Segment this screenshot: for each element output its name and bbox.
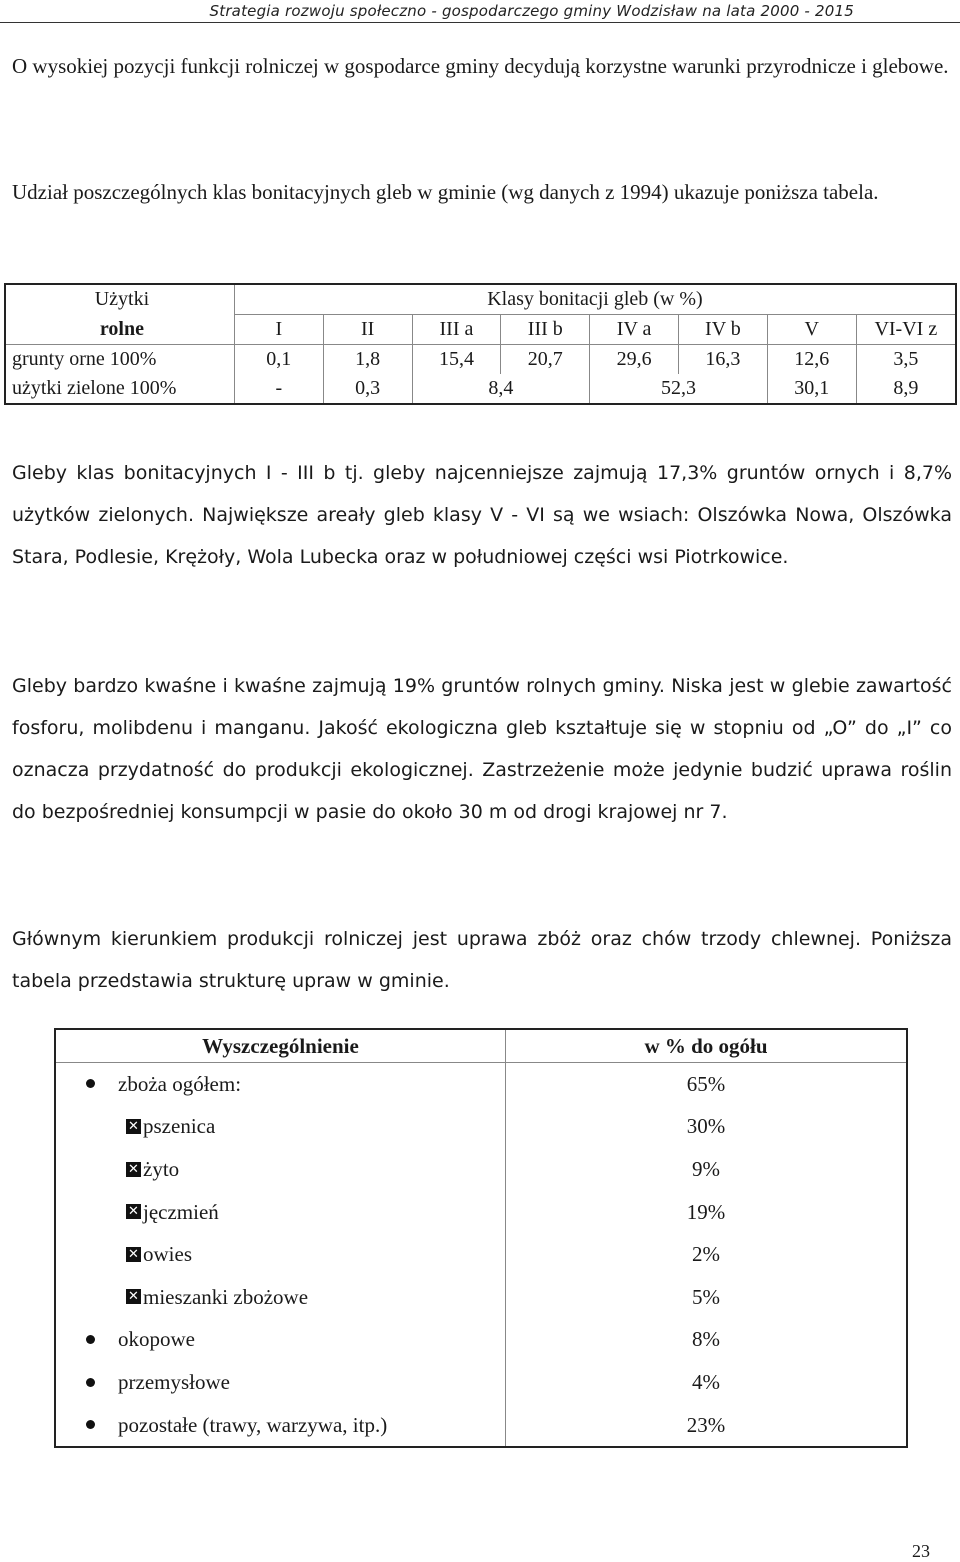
bullet-icon <box>86 1335 95 1344</box>
table-cell: 5% <box>692 1284 720 1309</box>
list-item: ✕ jęczmień <box>55 1191 506 1234</box>
class-header: V <box>767 315 856 345</box>
checkbox-x-icon: ✕ <box>126 1162 141 1177</box>
table-cell: 8% <box>692 1327 720 1352</box>
soil-table-head-2: rolne <box>5 315 234 345</box>
class-header: VI-VI z <box>856 315 956 345</box>
table-cell: 3,5 <box>856 345 956 375</box>
crop-table-col1: Wyszczególnienie <box>55 1029 506 1063</box>
table-cell: 29,6 <box>590 345 679 375</box>
header-title: Strategia rozwoju społeczno - gospodarczego gminy Wodzisław na lata 2000 - 2015 <box>209 2 854 20</box>
paragraph-1: O wysokiej pozycji funkcji rolniczej w gospodarce gminy decydują korzystne warunki przyrodnicze i glebowe. <box>12 54 949 78</box>
soil-table-head-1: Użytki <box>94 288 150 311</box>
table-cell: 20,7 <box>501 345 590 375</box>
list-item: ✕ pszenica <box>55 1106 506 1149</box>
list-item: przemysłowe <box>55 1361 506 1404</box>
table-cell: 1,8 <box>323 345 412 375</box>
list-item: ✕ żyto <box>55 1148 506 1191</box>
table-cell: 30,1 <box>767 374 856 404</box>
list-item: zboża ogółem: <box>55 1063 506 1106</box>
paragraph-4: Gleby bardzo kwaśne i kwaśne zajmują 19% gruntów rolnych gminy. Niska jest w glebie zawartość fosforu, molibdenu i manganu. Jakość ekologiczna gleb kształtuje się w stopniu od „O” do „I” co oznacza przydatność do produkcji ekologicznej. Zastrzeżenie może jedynie budzić uprawa roślin do bezpośredniej konsumpcji w pasie do około 30 m od drogi krajowej nr 7. <box>12 675 952 823</box>
list-item: ✕ mieszanki zbożowe <box>55 1276 506 1319</box>
table-cell: 0,3 <box>323 374 412 404</box>
checkbox-x-icon: ✕ <box>126 1119 141 1134</box>
table-cell: 8,9 <box>856 374 956 404</box>
class-header: IV b <box>679 315 768 345</box>
bullet-icon <box>86 1079 95 1088</box>
table-cell: 0,1 <box>234 345 323 375</box>
bullet-icon <box>86 1420 95 1429</box>
table-cell: 52,3 <box>590 374 768 404</box>
table-cell: - <box>234 374 323 404</box>
table-cell: 19% <box>686 1199 726 1224</box>
table-cell: 23% <box>686 1412 726 1437</box>
class-header: III a <box>412 315 501 345</box>
table-cell: 16,3 <box>679 345 768 375</box>
row-label-arable: grunty orne 100% <box>12 348 157 370</box>
bullet-icon <box>86 1378 95 1387</box>
checkbox-x-icon: ✕ <box>126 1247 141 1262</box>
paragraph-2: Udział poszczególnych klas bonitacyjnych gleb w gminie (wg danych z 1994) ukazuje poniższa tabela. <box>12 180 879 204</box>
list-item: pozostałe (trawy, warzywa, itp.) <box>55 1404 506 1448</box>
class-header: I <box>234 315 323 345</box>
table-cell: 9% <box>692 1156 720 1181</box>
crop-structure-table <box>54 1028 908 1448</box>
table-cell: 4% <box>692 1369 720 1394</box>
class-header: IV a <box>590 315 679 345</box>
class-header: III b <box>501 315 590 345</box>
table-cell: 65% <box>686 1071 726 1096</box>
paragraph-5: Głównym kierunkiem produkcji rolniczej jest uprawa zbóż oraz chów trzody chlewnej. Poniższa tabela przedstawia strukturę upraw w gminie. <box>12 928 952 992</box>
checkbox-x-icon: ✕ <box>126 1204 141 1219</box>
page-number: 23 <box>912 1541 930 1561</box>
list-item: okopowe <box>55 1319 506 1362</box>
row-label-grassland: użytki zielone 100% <box>12 377 177 399</box>
soil-table-group-header: Klasy bonitacji gleb (w %) <box>234 284 956 315</box>
class-header: II <box>323 315 412 345</box>
soil-class-table <box>4 283 957 405</box>
page-header <box>0 0 960 26</box>
checkbox-x-icon: ✕ <box>126 1289 141 1304</box>
table-cell: 2% <box>692 1242 720 1267</box>
list-item: ✕ owies <box>55 1233 506 1276</box>
table-cell: 12,6 <box>767 345 856 375</box>
table-cell: 8,4 <box>412 374 590 404</box>
table-cell: 15,4 <box>412 345 501 375</box>
crop-table-col2: w % do ogółu <box>506 1029 908 1063</box>
header-rule <box>0 22 960 23</box>
paragraph-3: Gleby klas bonitacyjnych I - III b tj. gleby najcenniejsze zajmują 17,3% gruntów ornych i 8,7% użytków zielonych. Największe areały gleb klasy V - VI są we wsiach: Olszówka Nowa, Olszówka Stara, Podlesie, Krężoły, Wola Lubecka oraz w południowej części wsi Piotrkowice. <box>12 462 952 568</box>
table-cell: 30% <box>686 1114 726 1139</box>
